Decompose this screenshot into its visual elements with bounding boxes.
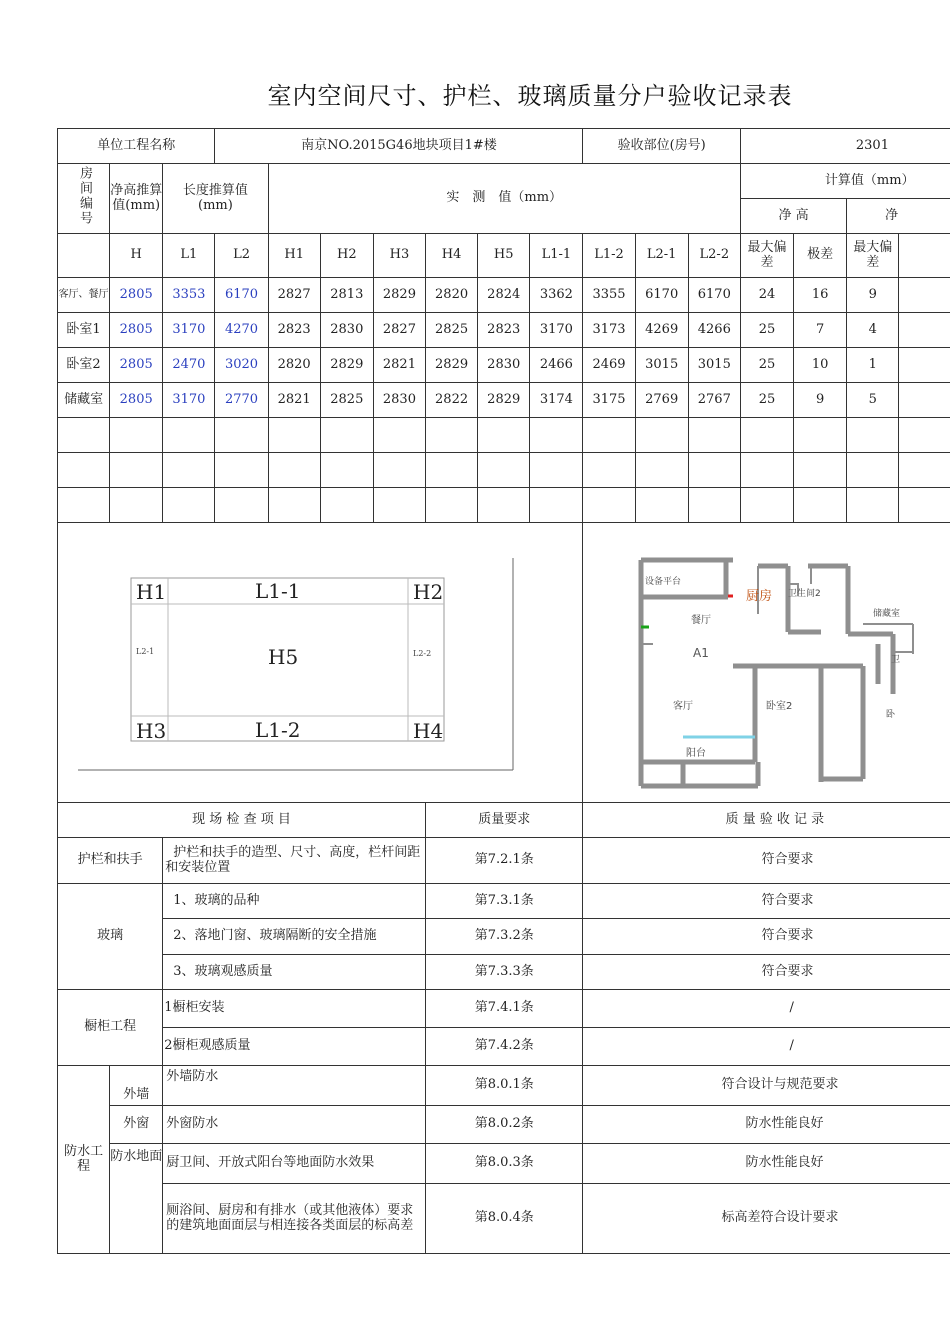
cell-max2: 1 — [847, 348, 899, 383]
unit-value: 南京NO.2015G46地块项目1#楼 — [215, 129, 583, 164]
insp-rec: / — [583, 1028, 950, 1066]
cell-l1: 2470 — [163, 348, 215, 383]
cell-l2-2: 3015 — [688, 348, 740, 383]
cell-l1: 3170 — [163, 313, 215, 348]
cell-max2: 9 — [847, 278, 899, 313]
cell-max: 25 — [740, 313, 793, 348]
plan-label-wc: 卫 — [891, 654, 901, 665]
cell-h3: 2821 — [373, 348, 425, 383]
insp-row — [58, 919, 950, 955]
table-row — [58, 383, 950, 418]
cell-l2: 6170 — [215, 278, 268, 313]
insp-rec: 符合要求 — [583, 955, 950, 990]
table-row — [58, 278, 950, 313]
plan-label-platform: 设备平台 — [645, 576, 682, 587]
insp-cat: 橱柜工程 — [58, 990, 163, 1066]
insp-rec: 符合要求 — [583, 884, 950, 919]
part-value: 2301 — [740, 129, 950, 164]
label-l1-1: L1-1 — [255, 578, 301, 603]
col-room-no-text: 房间编号 — [77, 166, 93, 227]
sub-l1: L1 — [163, 234, 215, 278]
cell-l1-1: 2466 — [530, 348, 583, 383]
water-row — [58, 1184, 950, 1254]
water-row — [58, 1106, 950, 1144]
floor-plan-svg — [583, 524, 950, 802]
cell-max: 25 — [740, 348, 793, 383]
plan-label-balcony: 阳台 — [686, 747, 707, 759]
cell-h: 2805 — [110, 278, 163, 313]
insp-cat: 玻璃 — [58, 884, 163, 990]
label-h3: H3 — [136, 718, 167, 743]
cell-l2-1: 3015 — [635, 348, 688, 383]
insp-item: 1橱柜安装 — [163, 990, 426, 1028]
insp-cat: 护栏和扶手 — [58, 838, 163, 884]
cell-range: 16 — [794, 278, 847, 313]
water-sub: 外墙 — [110, 1066, 163, 1106]
water-req: 第8.0.4条 — [426, 1184, 583, 1254]
sub-max-dev-2: 最大偏差 — [847, 234, 899, 278]
plan-label-bedroom2: 卧室2 — [766, 700, 793, 712]
water-item: 厕浴间、厨房和有排水（或其他液体）要求的建筑地面面层与相连接各类面层的标高差 — [163, 1184, 426, 1254]
table-row — [58, 348, 950, 383]
cell-l1: 3353 — [163, 278, 215, 313]
cell-h5: 2829 — [478, 383, 530, 418]
col-calc-net: 净 高 — [740, 199, 846, 234]
sub-h1: H1 — [268, 234, 320, 278]
insp-item: 3、玻璃观感质量 — [163, 955, 426, 990]
cell-l2-1: 4269 — [635, 313, 688, 348]
label-h1: H1 — [136, 579, 167, 604]
plan-label-living: 客厅 — [673, 700, 694, 712]
cell-l1-2: 3355 — [583, 278, 635, 313]
room-cell: 卧室1 — [58, 313, 110, 348]
sub-l1-1: L1-1 — [530, 234, 583, 278]
col-length: 长度推算值(mm) — [163, 164, 268, 234]
label-h4: H4 — [413, 718, 444, 743]
sub-l2-1: L2-1 — [635, 234, 688, 278]
cell-l1-1: 3174 — [530, 383, 583, 418]
insp-req: 第7.4.2条 — [426, 1028, 583, 1066]
sub-l2: L2 — [215, 234, 268, 278]
col-calc: 计算值（mm） — [740, 164, 950, 199]
plan-label-a1: A1 — [693, 645, 710, 660]
sub-h2: H2 — [320, 234, 373, 278]
cell-h4: 2822 — [426, 383, 478, 418]
cell-l1-2: 2469 — [583, 348, 635, 383]
plan-label-kitchen: 厨房 — [746, 588, 773, 604]
insp-item: 2、落地门窗、玻璃隔断的安全措施 — [163, 919, 426, 955]
water-rec: 防水性能良好 — [583, 1106, 950, 1144]
record-sheet — [57, 128, 950, 1288]
insp-rec: / — [583, 990, 950, 1028]
cell-h2: 2830 — [320, 313, 373, 348]
sub-l1-2: L1-2 — [583, 234, 635, 278]
insp-head-rec: 质 量 验 收 记 录 — [583, 803, 950, 838]
cell-max2: 5 — [847, 383, 899, 418]
cell-h: 2805 — [110, 383, 163, 418]
sub-max-dev: 最大偏差 — [740, 234, 793, 278]
cell-max2: 4 — [847, 313, 899, 348]
insp-head-req: 质量要求 — [426, 803, 583, 838]
cell-h5: 2824 — [478, 278, 530, 313]
water-row — [58, 1144, 950, 1184]
cell-l2-1: 6170 — [635, 278, 688, 313]
sub-h3: H3 — [373, 234, 425, 278]
label-l2-1: L2-1 — [136, 646, 155, 656]
insp-item: 1、玻璃的品种 — [163, 884, 426, 919]
sub-h4: H4 — [426, 234, 478, 278]
insp-req: 第7.2.1条 — [426, 838, 583, 884]
cell-h1: 2821 — [268, 383, 320, 418]
water-sub: 外窗 — [110, 1106, 163, 1144]
water-sub: 防水地面 — [110, 1144, 163, 1254]
insp-req: 第7.3.2条 — [426, 919, 583, 955]
cell-l1-1: 3362 — [530, 278, 583, 313]
sub-h5: H5 — [478, 234, 530, 278]
unit-label: 单位工程名称 — [58, 129, 215, 164]
col-net-height: 净高推算值(mm) — [110, 164, 163, 234]
cell-h1: 2820 — [268, 348, 320, 383]
cell-h4: 2829 — [426, 348, 478, 383]
col-room-no — [58, 164, 110, 234]
label-h5: H5 — [268, 644, 299, 669]
floor-plan-cell — [583, 523, 950, 803]
empty-row — [58, 488, 950, 523]
water-req: 第8.0.2条 — [426, 1106, 583, 1144]
cell-l2-2: 4266 — [688, 313, 740, 348]
cell-h4: 2825 — [426, 313, 478, 348]
water-item: 外窗防水 — [163, 1106, 426, 1144]
water-item: 厨卫间、开放式阳台等地面防水效果 — [163, 1144, 426, 1184]
cell-l2-2: 2767 — [688, 383, 740, 418]
cell-l1-2: 3175 — [583, 383, 635, 418]
cell-max: 25 — [740, 383, 793, 418]
plan-label-bedroom: 卧 — [886, 709, 896, 720]
part-label: 验收部位(房号) — [583, 129, 740, 164]
cell-l2-1: 2769 — [635, 383, 688, 418]
water-req: 第8.0.1条 — [426, 1066, 583, 1106]
table-row — [58, 313, 950, 348]
col-calc-other: 净 — [847, 199, 950, 234]
insp-rec: 符合要求 — [583, 838, 950, 884]
cell-h3: 2827 — [373, 313, 425, 348]
cell-h3: 2830 — [373, 383, 425, 418]
cell-l1: 3170 — [163, 383, 215, 418]
empty-row — [58, 453, 950, 488]
label-h2: H2 — [413, 579, 444, 604]
col-measured: 实 测 值（mm） — [268, 164, 740, 234]
cell-h: 2805 — [110, 313, 163, 348]
water-cat: 防水工程 — [58, 1066, 110, 1254]
measure-diagram-cell — [58, 523, 583, 803]
sub-range: 极差 — [794, 234, 847, 278]
insp-item: 2橱柜观感质量 — [163, 1028, 426, 1066]
cell-l2: 3020 — [215, 348, 268, 383]
insp-row — [58, 838, 950, 884]
cell-h4: 2820 — [426, 278, 478, 313]
room-cell: 客厅、餐厅 — [58, 278, 110, 313]
cell-l2-2: 6170 — [688, 278, 740, 313]
cell-h5: 2823 — [478, 313, 530, 348]
cell-range: 9 — [794, 383, 847, 418]
cell-h1: 2823 — [268, 313, 320, 348]
room-cell: 卧室2 — [58, 348, 110, 383]
cell-l1-2: 3173 — [583, 313, 635, 348]
cell-h5: 2830 — [478, 348, 530, 383]
cell-h: 2805 — [110, 348, 163, 383]
plan-label-dining: 餐厅 — [691, 614, 712, 626]
cell-h1: 2827 — [268, 278, 320, 313]
insp-item: 护栏和扶手的造型、尺寸、高度，栏杆间距和安装位置 — [163, 838, 426, 884]
water-row — [58, 1066, 950, 1106]
water-item: 外墙防水 — [163, 1066, 426, 1106]
cell-h2: 2813 — [320, 278, 373, 313]
plan-label-wc2: 卫生间2 — [788, 588, 822, 599]
insp-row — [58, 1028, 950, 1066]
cell-l2: 2770 — [215, 383, 268, 418]
water-rec: 符合设计与规范要求 — [583, 1066, 950, 1106]
label-l2-2: L2-2 — [413, 648, 432, 658]
water-rec: 标高差符合设计要求 — [583, 1184, 950, 1254]
insp-req: 第7.3.3条 — [426, 955, 583, 990]
insp-head-item: 现 场 检 查 项 目 — [58, 803, 426, 838]
record-table — [57, 128, 950, 1254]
insp-req: 第7.3.1条 — [426, 884, 583, 919]
cell-h3: 2829 — [373, 278, 425, 313]
insp-req: 第7.4.1条 — [426, 990, 583, 1028]
insp-rec: 符合要求 — [583, 919, 950, 955]
cell-range: 10 — [794, 348, 847, 383]
empty-row — [58, 418, 950, 453]
insp-row — [58, 884, 950, 919]
cell-range: 7 — [794, 313, 847, 348]
insp-row — [58, 955, 950, 990]
cell-h2: 2825 — [320, 383, 373, 418]
cell-max: 24 — [740, 278, 793, 313]
insp-row — [58, 990, 950, 1028]
cell-l2: 4270 — [215, 313, 268, 348]
water-req: 第8.0.3条 — [426, 1144, 583, 1184]
measure-diagram-svg — [58, 524, 582, 802]
sub-l2-2: L2-2 — [688, 234, 740, 278]
page-title: 室内空间尺寸、护栏、玻璃质量分户验收记录表 — [267, 82, 793, 110]
room-cell: 储藏室 — [58, 383, 110, 418]
label-l1-2: L1-2 — [255, 717, 301, 742]
plan-label-storage: 储藏室 — [873, 608, 901, 619]
measure-diagram — [58, 524, 582, 802]
floor-plan — [583, 524, 950, 802]
sub-h: H — [110, 234, 163, 278]
water-rec: 防水性能良好 — [583, 1144, 950, 1184]
cell-h2: 2829 — [320, 348, 373, 383]
cell-l1-1: 3170 — [530, 313, 583, 348]
